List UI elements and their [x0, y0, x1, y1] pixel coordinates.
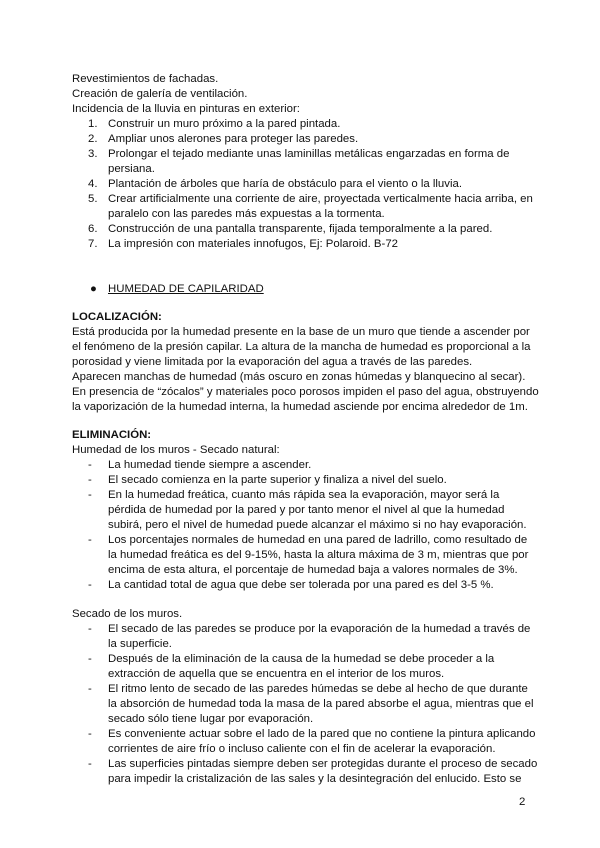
item-text: subirá, pero el nivel de humedad puede alcanzar el máximo si no hay evaporación. [108, 519, 527, 531]
bullet-list [72, 282, 528, 297]
eliminacion-heading: ELIMINACIÓN: [72, 429, 152, 441]
list-item [72, 757, 538, 787]
item-text: secado sólo tiene lugar por evaporación. [108, 713, 314, 725]
item-text: Ampliar unos alerones para proteger las paredes. [108, 133, 359, 145]
item-text: extracción de aquella que se encuentra en el interior de los muros. [108, 668, 445, 680]
bullet-icon: ● [90, 283, 97, 295]
numbered-list [72, 117, 533, 252]
intro-line: Creación de galería de ventilación. [72, 88, 248, 100]
list-item [72, 488, 528, 533]
numbered-item [72, 117, 528, 132]
list-item [72, 473, 528, 488]
item-text: La impresión con materiales innofugos, Ej: Polaroid. B-72 [108, 238, 398, 250]
item-text: Las superficies pintadas siempre deben ser protegidas durante el proceso de secado [108, 758, 538, 770]
list-item [72, 727, 536, 757]
item-text: Construcción de una pantalla transparente, fijada temporalmente a la pared. [108, 223, 493, 235]
intro-line: Incidencia de la lluvia en pinturas en exterior: [72, 103, 300, 115]
section-title: HUMEDAD DE CAPILARIDAD [108, 283, 264, 295]
item-text: Los porcentajes normales de humedad en una pared de ladrillo, como resultado de [108, 534, 528, 546]
localizacion-heading: LOCALIZACIÓN: [72, 311, 162, 323]
paragraph-line: En presencia de “zócalos” y materiales poco porosos impiden el paso del agua, obstruyendo [72, 386, 539, 398]
item-text: La cantidad total de agua que debe ser tolerada por una pared es del 3-5 %. [108, 579, 494, 591]
item-text: la superficie. [108, 638, 172, 650]
item-text: El secado comienza en la parte superior y finaliza a nivel del suelo. [108, 474, 447, 486]
item-text: paralelo con las paredes más expuestas a la tormenta. [108, 208, 385, 220]
dash-icon: - [88, 534, 92, 546]
item-text: En la humedad freática, cuanto más rápida sea la evaporación, mayor será la [108, 489, 500, 501]
item-text: La humedad tiende siempre a ascender. [108, 459, 312, 471]
item-text: la absorción de humedad toda la masa de la pared absorbe el agua, mientras que el [108, 698, 534, 710]
list-item [72, 578, 528, 593]
dash-icon: - [88, 489, 92, 501]
dash-icon: - [88, 758, 92, 770]
list-item [72, 652, 528, 682]
list-item [72, 533, 528, 578]
paragraph-line: porosidad y viene limitada por la evaporación del agua a través de las paredes. [72, 356, 473, 368]
item-number: 6. [88, 223, 98, 235]
dash-icon: - [88, 728, 92, 740]
document-page [72, 72, 539, 787]
item-text: El secado de las paredes se produce por la evaporación de la humedad a través de [108, 623, 531, 635]
eliminacion-subtitle: Humedad de los muros - Secado natural: [72, 444, 280, 456]
item-text: Prolongar el tejado mediante unas laminillas metálicas engarzadas en forma de [108, 148, 510, 160]
paragraph-line: Está producida por la humedad presente en la base de un muro que tiende a ascender por [72, 326, 530, 338]
item-number: 2. [88, 133, 98, 145]
dash-icon: - [88, 459, 92, 471]
intro-line: Revestimientos de fachadas. [72, 73, 219, 85]
dash-icon: - [88, 653, 92, 665]
paragraph-line: la vaporización de la humedad interna, la humedad asciende por encima alrededor de 1m. [72, 401, 528, 413]
item-text: la humedad freática es del 9-15%, hasta la altura máxima de 3 m, mientras que por [108, 549, 529, 561]
secado-list [72, 622, 538, 787]
dash-icon: - [88, 579, 92, 591]
list-item [72, 622, 531, 652]
list-item [72, 682, 534, 727]
numbered-item [72, 192, 533, 222]
bullet-item [72, 282, 528, 297]
item-number: 1. [88, 118, 98, 130]
item-text: Plantación de árboles que haría de obstáculo para el viento o la lluvia. [108, 178, 462, 190]
intro-section [72, 72, 528, 117]
item-text: Construir un muro próximo a la pared pintada. [108, 118, 341, 130]
dash-icon: - [88, 623, 92, 635]
numbered-item [72, 147, 528, 177]
numbered-item [72, 237, 528, 252]
page-number: 2 [519, 796, 526, 808]
item-text: encima de esta altura, el porcentaje de humedad baja a valores normales de 3%. [108, 564, 518, 576]
item-text: para impedir la cristalización de las sales y la desintegración del enlucido. Esto se [108, 773, 522, 785]
eliminacion-list [72, 458, 528, 593]
paragraph-line: el fenómeno de la presión capilar. La altura de la mancha de humedad es proporcional a la [72, 341, 531, 353]
item-number: 3. [88, 148, 98, 160]
secado-subtitle: Secado de los muros. [72, 608, 183, 620]
item-text: Después de la eliminación de la causa de la humedad se debe proceder a la [108, 653, 495, 665]
item-number: 5. [88, 193, 98, 205]
numbered-item [72, 222, 528, 237]
item-number: 7. [88, 238, 98, 250]
item-text: Es conveniente actuar sobre el lado de la pared que no contiene la pintura aplicando [108, 728, 536, 740]
item-text: persiana. [108, 163, 155, 175]
paragraph-line: Aparecen manchas de humedad (más oscuro en zonas húmedas y blanquecino al secar). [72, 371, 526, 383]
item-number: 4. [88, 178, 98, 190]
localizacion-paragraph [72, 325, 539, 415]
numbered-item [72, 132, 528, 147]
dash-icon: - [88, 683, 92, 695]
item-text: pérdida de humedad por la pared y por tanto menor el nivel al que la humedad [108, 504, 505, 516]
numbered-item [72, 177, 528, 192]
item-text: Crear artificialmente una corriente de aire, proyectada verticalmente hacia arriba, en [108, 193, 533, 205]
dash-icon: - [88, 474, 92, 486]
item-text: corrientes de aire frío o incluso caliente con el fin de acelerar la evaporación. [108, 743, 496, 755]
item-text: El ritmo lento de secado de las paredes húmedas se debe al hecho de que durante [108, 683, 528, 695]
list-item [72, 458, 528, 473]
